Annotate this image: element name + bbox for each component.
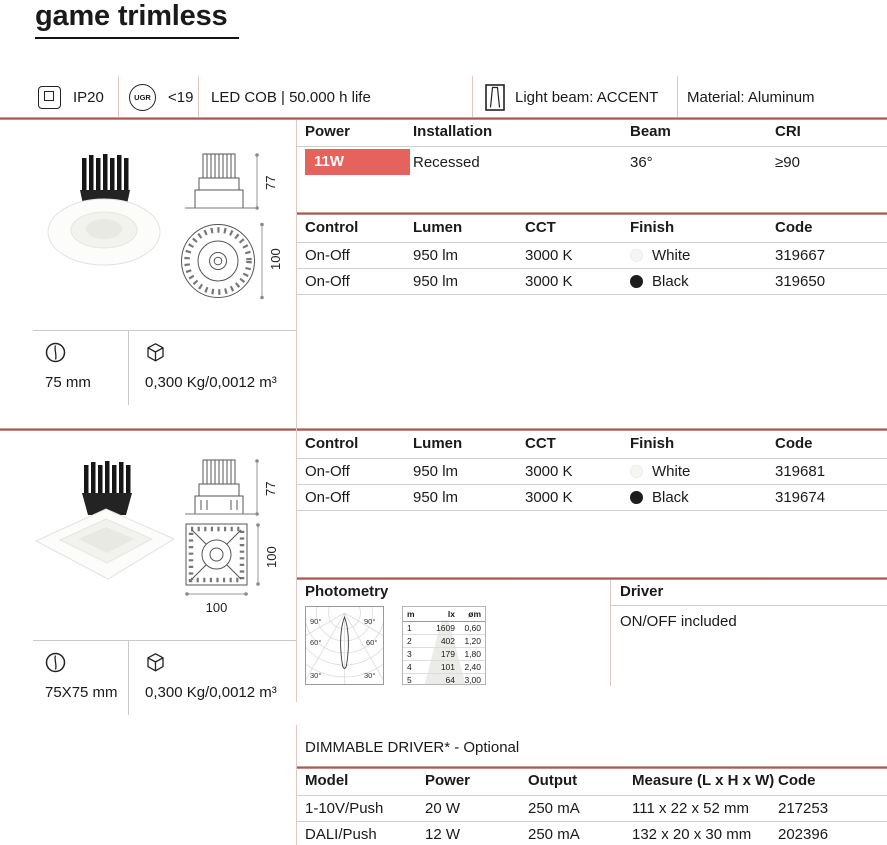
lumen-cell: 950 lm xyxy=(404,459,516,485)
feature-material-label: Material: Aluminum xyxy=(687,88,815,106)
dimmable-driver-table xyxy=(296,769,887,845)
spec-strip-round xyxy=(33,330,296,405)
col-header-installation: Installation xyxy=(404,120,621,147)
col-header-finish: Finish xyxy=(621,216,766,243)
variant-table-wrap-round xyxy=(296,216,887,295)
cct-cell: 3000 K xyxy=(516,459,621,485)
table-row xyxy=(296,822,887,845)
code-cell: 202396 xyxy=(769,822,887,845)
measure-cell: 111 x 22 x 52 mm xyxy=(623,796,769,822)
finish-label: White xyxy=(652,247,691,264)
package-cube-icon xyxy=(145,652,166,673)
cri-cell: ≥90 xyxy=(775,153,800,171)
power-cell: 12 W xyxy=(416,822,519,845)
feature-ugr-label: <19 xyxy=(168,88,194,106)
table-row xyxy=(296,269,887,295)
dimension-label-diameter: 100 xyxy=(268,248,283,270)
feature-ugr xyxy=(118,76,198,118)
lx-cell: 179 xyxy=(423,648,459,661)
dimension-label-width: 100 xyxy=(205,600,228,615)
dimension-drawing-side-round xyxy=(183,152,288,216)
finish-label: Black xyxy=(652,489,689,506)
col-header-code: Code xyxy=(766,432,887,459)
product-photo-round xyxy=(38,150,173,268)
feature-beam xyxy=(472,76,677,118)
variant-table-round xyxy=(296,216,887,295)
m-cell: 2 xyxy=(403,635,423,648)
section-divider xyxy=(0,428,887,431)
finish-cell xyxy=(621,243,766,269)
table-header-row xyxy=(403,607,485,622)
cutout-diameter-icon xyxy=(45,652,66,673)
lumen-cell: 950 lm xyxy=(404,269,516,295)
column-divider xyxy=(296,120,297,702)
code-cell: 217253 xyxy=(769,796,887,822)
lx-cell: 64 xyxy=(445,675,455,685)
polar-angle-label: 60° xyxy=(310,638,322,647)
lx-cell: 402 xyxy=(423,635,459,648)
feature-led xyxy=(198,76,472,118)
table-row xyxy=(403,674,485,686)
polar-angle-label: 90° xyxy=(310,617,322,626)
package-cube-icon xyxy=(145,342,166,363)
page-title: game trimless xyxy=(35,0,239,39)
table-header-row xyxy=(296,432,887,459)
table-row xyxy=(296,796,887,822)
cutout-diameter-icon xyxy=(45,342,66,363)
feature-ip xyxy=(35,76,118,118)
lumen-cell: 950 lm xyxy=(404,243,516,269)
col-header-lx: lx xyxy=(423,607,459,622)
table-divider xyxy=(296,212,887,215)
feature-beam-label: Light beam: ACCENT xyxy=(515,88,659,106)
spec-strip-square xyxy=(33,640,296,715)
col-header-measure: Measure (L x H x W) xyxy=(623,769,769,796)
finish-cell xyxy=(621,269,766,295)
col-header-lumen: Lumen xyxy=(404,432,516,459)
feature-strip xyxy=(35,76,887,118)
col-header-m: m xyxy=(403,607,423,622)
variant-table-wrap-square xyxy=(296,432,887,511)
dimension-drawing-side-square xyxy=(183,458,288,522)
output-cell: 250 mA xyxy=(519,796,623,822)
col-header-model: Model xyxy=(296,769,416,796)
driver-underline xyxy=(610,605,887,606)
table-row xyxy=(296,485,887,511)
om-cell: 2,40 xyxy=(459,661,485,674)
m-cell: 1 xyxy=(403,622,423,635)
power-cell: 20 W xyxy=(416,796,519,822)
col-header-power: Power xyxy=(416,769,519,796)
driver-title: Driver xyxy=(620,583,664,600)
cct-cell: 3000 K xyxy=(516,485,621,511)
table-header-row xyxy=(296,120,887,147)
finish-cell xyxy=(621,459,766,485)
finish-swatch-white xyxy=(630,465,643,478)
col-header-cri: CRI xyxy=(766,120,887,147)
col-header-beam: Beam xyxy=(621,120,766,147)
cct-cell: 3000 K xyxy=(516,269,621,295)
om-cell: 0,60 xyxy=(459,622,485,635)
polar-angle-label: 30° xyxy=(310,671,322,680)
feature-led-label: LED COB | 50.000 h life xyxy=(211,88,371,106)
table-row xyxy=(296,147,887,178)
photometry-table-wrap xyxy=(402,606,486,685)
control-cell: On-Off xyxy=(296,485,404,511)
light-beam-icon xyxy=(485,84,505,111)
dimension-label-height: 77 xyxy=(263,481,278,496)
col-header-code: Code xyxy=(766,216,887,243)
lumen-cell: 950 lm xyxy=(404,485,516,511)
weight-spec xyxy=(128,331,296,405)
weight-spec xyxy=(128,641,296,715)
dimension-label-height: 77 xyxy=(263,175,278,190)
table-row xyxy=(296,459,887,485)
col-header-control: Control xyxy=(296,432,404,459)
om-cell: 1,80 xyxy=(459,648,485,661)
dimension-drawing-top-square xyxy=(180,518,285,630)
cutout-spec xyxy=(33,331,128,405)
table-header-row xyxy=(296,216,887,243)
dimmable-table-wrap xyxy=(296,769,887,845)
power-table xyxy=(296,120,887,177)
om-cell: 1,20 xyxy=(459,635,485,648)
table-row xyxy=(403,622,485,635)
ugr-icon: UGR xyxy=(129,84,156,111)
col-header-om: øm xyxy=(459,607,485,622)
weight-value: 0,300 Kg/0,0012 m³ xyxy=(145,684,277,701)
feature-material xyxy=(677,76,887,118)
om-cell: 3,00 xyxy=(464,675,481,685)
polar-angle-label: 30° xyxy=(364,671,376,680)
code-cell: 319674 xyxy=(766,485,887,511)
finish-label: Black xyxy=(652,273,689,290)
col-header-power: Power xyxy=(296,120,404,147)
photometry-title: Photometry xyxy=(305,583,389,600)
lx-cell: 101 xyxy=(423,661,459,674)
table-divider xyxy=(296,577,887,580)
control-cell: On-Off xyxy=(296,243,404,269)
model-cell: DALI/Push xyxy=(296,822,416,845)
col-header-cct: CCT xyxy=(516,432,621,459)
power-badge: 11W xyxy=(305,149,410,175)
table-row xyxy=(403,648,485,661)
power-cell xyxy=(296,147,404,178)
lx-cell: 1609 xyxy=(423,622,459,635)
installation-cell: Recessed xyxy=(413,153,480,171)
driver-value: ON/OFF included xyxy=(620,613,737,630)
dimension-drawing-top-round xyxy=(180,218,285,304)
m-cell: 4 xyxy=(403,661,423,674)
power-table-wrap xyxy=(296,120,887,177)
dimension-label-side: 100 xyxy=(264,546,279,568)
control-cell: On-Off xyxy=(296,269,404,295)
panel-divider xyxy=(610,580,611,686)
m-cell: 3 xyxy=(403,648,423,661)
col-header-output: Output xyxy=(519,769,623,796)
polar-angle-label: 60° xyxy=(366,638,378,647)
code-cell: 319681 xyxy=(766,459,887,485)
photometry-polar-diagram xyxy=(305,606,384,685)
variant-table-square xyxy=(296,432,887,511)
col-header-lumen: Lumen xyxy=(404,216,516,243)
photometry-table xyxy=(403,607,485,685)
cutout-spec xyxy=(33,641,128,715)
col-header-cct: CCT xyxy=(516,216,621,243)
cutout-value: 75 mm xyxy=(45,374,91,391)
model-cell: 1-10V/Push xyxy=(296,796,416,822)
table-header-row xyxy=(296,769,887,796)
weight-value: 0,300 Kg/0,0012 m³ xyxy=(145,374,277,391)
feature-ip-label: IP20 xyxy=(73,88,104,106)
finish-swatch-white xyxy=(630,249,643,262)
control-cell: On-Off xyxy=(296,459,404,485)
cct-cell: 3000 K xyxy=(516,243,621,269)
m-cell: 5 xyxy=(407,675,412,685)
code-cell: 319667 xyxy=(766,243,887,269)
finish-swatch-black xyxy=(630,491,643,504)
polar-angle-label: 90° xyxy=(364,617,376,626)
output-cell: 250 mA xyxy=(519,822,623,845)
dimmable-driver-title: DIMMABLE DRIVER* - Optional xyxy=(305,739,520,756)
beam-cell: 36° xyxy=(630,153,653,171)
code-cell: 319650 xyxy=(766,269,887,295)
table-row xyxy=(403,635,485,648)
ip-rating-icon xyxy=(38,86,61,109)
measure-cell: 132 x 20 x 30 mm xyxy=(623,822,769,845)
finish-cell xyxy=(621,485,766,511)
finish-swatch-black xyxy=(630,275,643,288)
table-row xyxy=(403,661,485,674)
cutout-value: 75X75 mm xyxy=(45,684,118,701)
col-header-finish: Finish xyxy=(621,432,766,459)
product-photo-square xyxy=(22,455,187,595)
col-header-control: Control xyxy=(296,216,404,243)
table-row xyxy=(296,243,887,269)
finish-label: White xyxy=(652,463,691,480)
col-header-code: Code xyxy=(769,769,887,796)
